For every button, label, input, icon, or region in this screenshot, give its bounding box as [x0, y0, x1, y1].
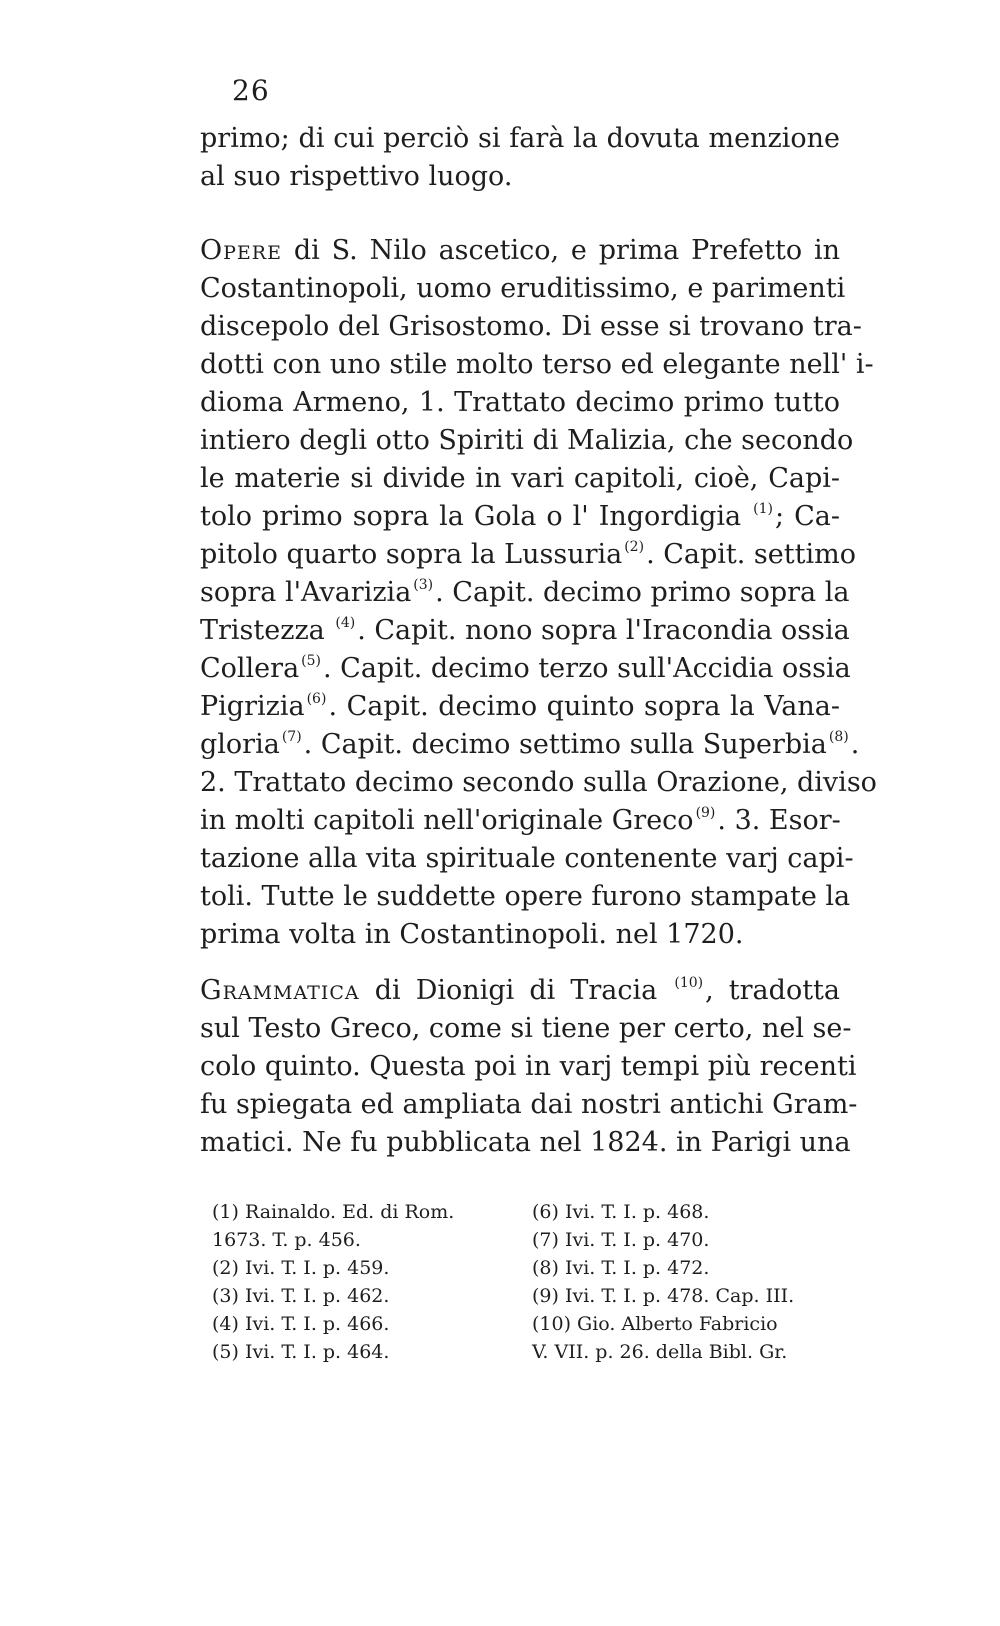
footnote: (1) Rainaldo. Ed. di Rom. [212, 1201, 455, 1223]
text-run: . Capit. decimo settimo sulla Superbia [303, 729, 827, 760]
footnote-marker: (8) [828, 729, 849, 745]
text-line: tazione alla vita spirituale contenente varj capi- [200, 843, 854, 874]
text-run: ; Ca- [775, 501, 840, 532]
footnote: (4) Ivi. T. I. p. 466. [212, 1313, 390, 1335]
text-line: le materie si divide in vari capitoli, cioè, Capi- [200, 463, 840, 494]
footnote: (2) Ivi. T. I. p. 459. [212, 1257, 390, 1279]
text-line: 2. Trattato decimo secondo sulla Orazione, diviso [200, 767, 877, 798]
text-line [200, 972, 840, 1010]
text-line: colo quinto. Questa poi in varj tempi più recenti [200, 1051, 857, 1082]
text-run: sopra l'Avarizia [200, 577, 412, 608]
text-run: Tristezza [200, 615, 334, 646]
footnote-marker: (10) [674, 975, 704, 991]
footnotes-right-column [532, 1198, 852, 1366]
text-line: intiero degli otto Spiriti di Malizia, che secondo [200, 425, 854, 456]
footnotes-left-column [212, 1198, 512, 1366]
text-run: . Capit. settimo [646, 539, 856, 570]
footnote-marker: (7) [281, 729, 302, 745]
text-line: toli. Tutte le suddette opere furono stampate la [200, 881, 851, 912]
text-run: . Capit. decimo terzo sull'Accidia ossia [323, 653, 851, 684]
text-line: dotti con uno stile molto terso ed elegante nell' i- [200, 349, 874, 380]
section-lead-word: Grammatica [200, 975, 360, 1006]
footnote-marker: (9) [695, 805, 716, 821]
text-line [200, 612, 850, 650]
text-line [200, 688, 840, 726]
text-line: discepolo del Grisostomo. Di esse si trovano tra- [200, 311, 862, 342]
text-line [200, 726, 860, 764]
text-line: al suo rispettivo luogo. [200, 161, 513, 192]
text-line [200, 574, 850, 612]
text-line [200, 498, 840, 536]
text-run: . Capit. decimo quinto sopra la Vana- [328, 691, 840, 722]
footnote: (10) Gio. Alberto Fabricio [532, 1313, 778, 1335]
footnote: (3) Ivi. T. I. p. 462. [212, 1285, 390, 1307]
text-run: tolo primo sopra la Gola o l' Ingordigia [200, 501, 752, 532]
text-line [200, 536, 856, 574]
footnote-marker: (6) [306, 691, 327, 707]
text-line [200, 802, 840, 840]
footnote: (6) Ivi. T. I. p. 468. [532, 1201, 710, 1223]
footnote: (5) Ivi. T. I. p. 464. [212, 1341, 390, 1363]
text-run: . Capit. nono sopra l'Iracondia ossia [357, 615, 850, 646]
text-line: sul Testo Greco, come si tiene per certo, nel se- [200, 1013, 852, 1044]
page-number: 26 [232, 74, 270, 107]
section-lead-word: Opere [200, 235, 282, 266]
footnote: (7) Ivi. T. I. p. 470. [532, 1229, 710, 1251]
text-run: di S. Nilo ascetico, e prima Prefetto in [281, 235, 840, 266]
footnote-marker: (3) [413, 577, 434, 593]
footnote: (9) Ivi. T. I. p. 478. Cap. III. [532, 1285, 795, 1307]
text-run: , tradotta [705, 975, 840, 1006]
text-line: matici. Ne fu pubblicata nel 1824. in Parigi una [200, 1127, 851, 1158]
footnote-marker: (5) [301, 653, 322, 669]
text-run: gloria [200, 729, 280, 760]
text-line [200, 650, 851, 688]
text-run: Pigrizia [200, 691, 305, 722]
footnote-marker: (1) [753, 501, 774, 517]
text-line: fu spiegata ed ampliata dai nostri antichi Gram- [200, 1089, 858, 1120]
text-line: prima volta in Costantinopoli. nel 1720. [200, 919, 744, 950]
footnote-marker: (4) [335, 615, 356, 631]
paragraph-grammatica [200, 972, 858, 1162]
text-run: in molti capitoli nell'originale Greco [200, 805, 694, 836]
footnote: V. VII. p. 26. della Bibl. Gr. [532, 1341, 788, 1363]
paragraph-continuation [200, 120, 840, 196]
footnote: 1673. T. p. 456. [212, 1229, 361, 1251]
text-run: Collera [200, 653, 300, 684]
text-line: Costantinopoli, uomo eruditissimo, e parimenti [200, 273, 846, 304]
paragraph-opere-nilo [200, 232, 877, 954]
footnote: (8) Ivi. T. I. p. 472. [532, 1257, 710, 1279]
text-run: . 3. Esor- [717, 805, 841, 836]
text-run: pitolo quarto sopra la Lussuria [200, 539, 623, 570]
text-line [200, 232, 840, 270]
footnote-marker: (2) [624, 539, 645, 555]
text-run: . Capit. decimo primo sopra la [435, 577, 850, 608]
text-run: di Dionigi di Tracia [359, 975, 673, 1006]
text-line: primo; di cui perciò si farà la dovuta menzione [200, 123, 840, 154]
text-run: . [850, 729, 860, 760]
text-line: dioma Armeno, 1. Trattato decimo primo tutto [200, 387, 840, 418]
